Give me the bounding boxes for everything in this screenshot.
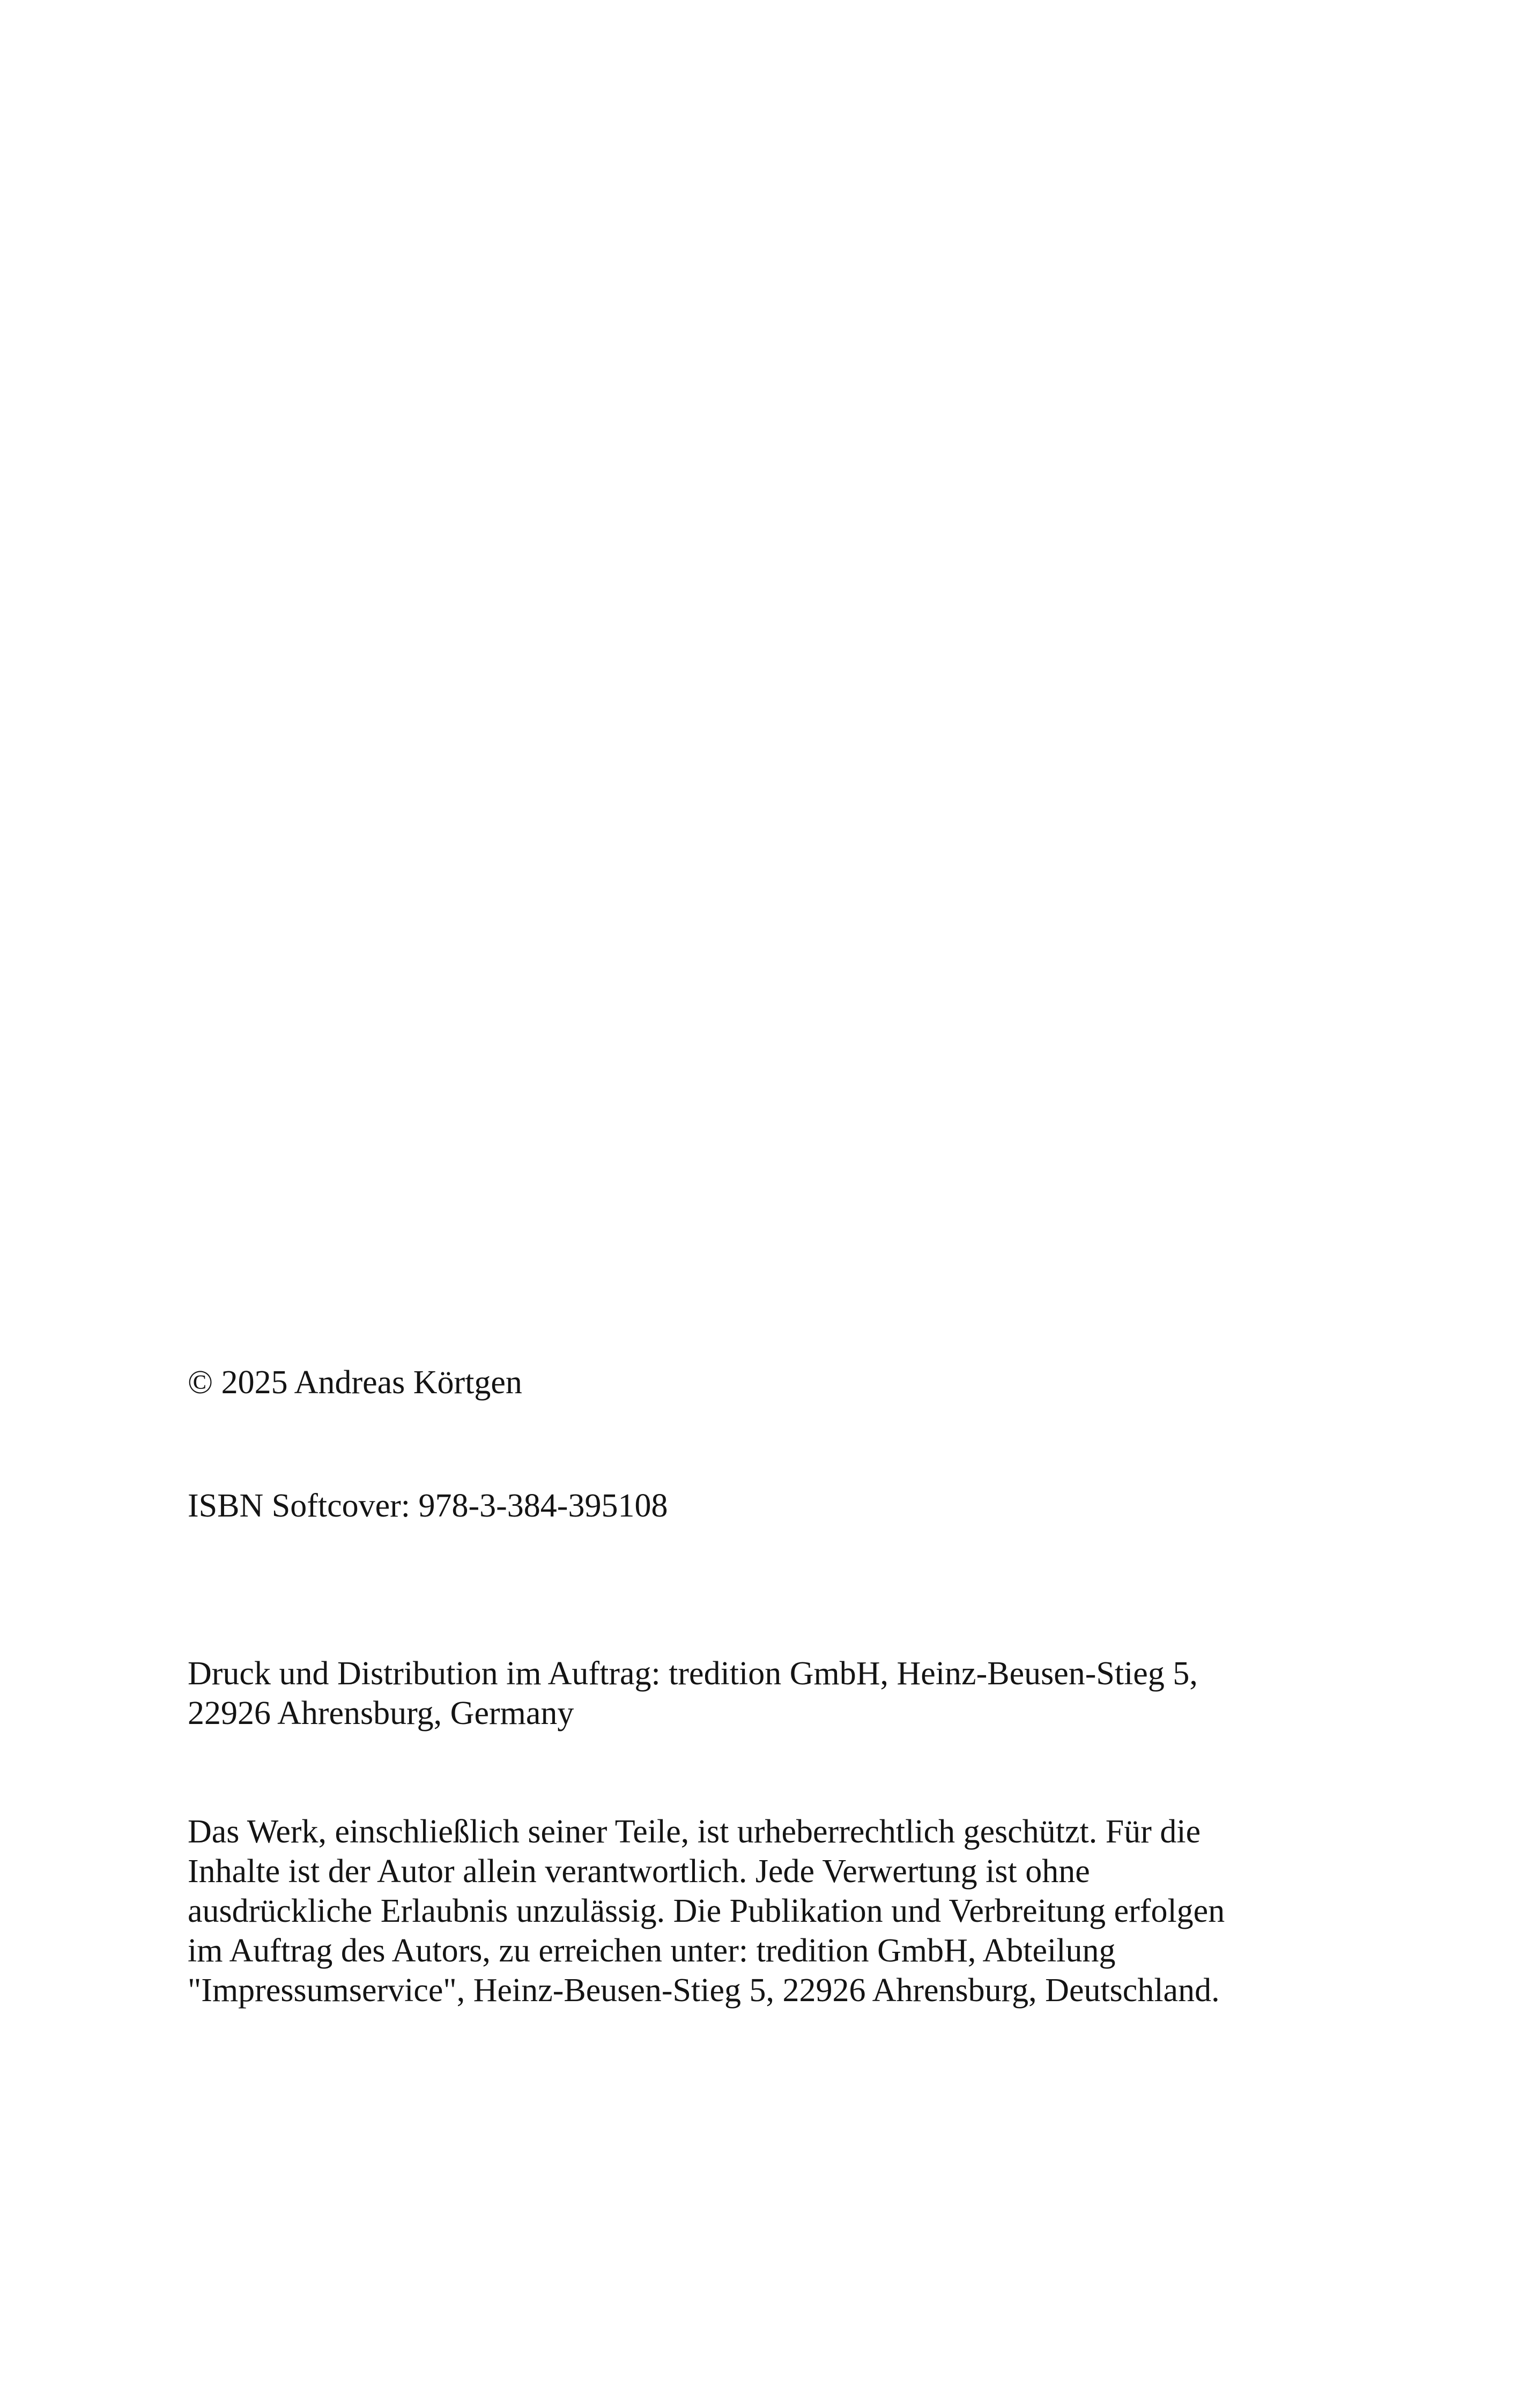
legal-line: "Impressumservice", Heinz-Beusen-Stieg 5, 22926 Ahrensburg, Deutschland. [188,1972,1220,2009]
isbn-line: ISBN Softcover: 978-3-384-395108 [188,1488,668,1524]
copyright-line: © 2025 Andreas Körtgen [188,1364,522,1401]
distribution-line: 22926 Ahrensburg, Germany [188,1695,574,1731]
legal-line: ausdrückliche Erlaubnis unzulässig. Die Publikation und Verbreitung erfolgen [188,1893,1225,1929]
legal-line: Inhalte ist der Autor allein verantwortlich. Jede Verwertung ist ohne [188,1853,1090,1890]
legal-line: im Auftrag des Autors, zu erreichen unter: tredition GmbH, Abteilung [188,1933,1116,1969]
legal-notice [188,1812,1340,2010]
copyright-notice [188,1363,1340,1402]
legal-line: Das Werk, einschließlich seiner Teile, ist urheberrechtlich geschützt. Für die [188,1814,1201,1850]
isbn-notice [188,1486,1340,1526]
distribution-notice [188,1654,1340,1733]
distribution-line: Druck und Distribution im Auftrag: tredition GmbH, Heinz-Beusen-Stieg 5, [188,1655,1198,1692]
